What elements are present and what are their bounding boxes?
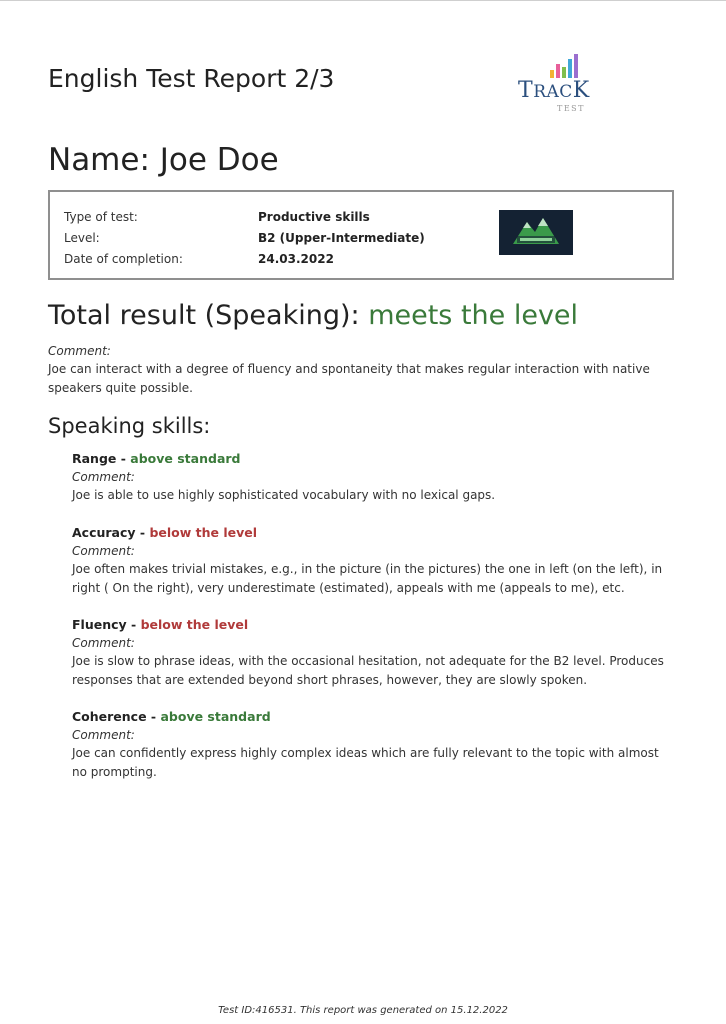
skill-rating: above standard xyxy=(130,451,241,466)
total-result xyxy=(48,300,578,331)
tracktest-logo xyxy=(510,48,606,114)
total-comment xyxy=(48,343,668,398)
comment-text: Joe is able to use highly sophisticated vocabulary with no lexical gaps. xyxy=(72,488,496,502)
report-footer: Test ID:416531. This report was generated on 15.12.2022 xyxy=(218,1005,508,1016)
total-result-level: meets the level xyxy=(368,300,579,331)
info-label: Level: xyxy=(64,231,100,245)
comment-label: Comment: xyxy=(72,544,135,558)
comment-text: Joe can interact with a degree of fluency and spontaneity that makes regular interaction with native speakers quite possible. xyxy=(48,362,650,395)
logo-bars-icon xyxy=(548,52,578,78)
report-title: English Test Report 2/3 xyxy=(48,64,335,93)
skill-accuracy xyxy=(72,524,672,598)
info-label: Type of test: xyxy=(64,210,138,224)
info-value: Productive skills xyxy=(258,210,370,224)
mountain-badge-icon xyxy=(499,210,573,255)
top-divider xyxy=(0,0,726,1)
logo-subtitle: TEST xyxy=(557,104,585,113)
skill-title: Range - above standard xyxy=(72,451,241,466)
skill-fluency xyxy=(72,616,672,690)
skill-coherence xyxy=(72,708,672,782)
comment-text: Joe can confidently express highly complex ideas which are fully relevant to the topic with almost no prompting. xyxy=(72,746,659,779)
comment-label: Comment: xyxy=(72,636,135,650)
skill-rating: below the level xyxy=(149,525,258,540)
skill-title: Coherence - above standard xyxy=(72,709,271,724)
skill-title: Fluency - below the level xyxy=(72,617,249,632)
info-value: B2 (Upper-Intermediate) xyxy=(258,231,425,245)
skill-rating: below the level xyxy=(140,617,249,632)
skill-rating: above standard xyxy=(160,709,271,724)
comment-text: Joe often makes trivial mistakes, e.g., in the picture (in the pictures) the one in left (on the left), in right ( On the right), very underestimate (estimated), appeals with me (appeals to me), etc. xyxy=(72,562,663,595)
skill-range xyxy=(72,450,672,505)
comment-label: Comment: xyxy=(48,344,111,358)
comment-label: Comment: xyxy=(72,470,135,484)
comment-label: Comment: xyxy=(72,728,135,742)
test-info-box xyxy=(48,190,674,280)
comment-text: Joe is slow to phrase ideas, with the occasional hesitation, not adequate for the B2 level. Produces responses that are extended beyond short phrases, however, they are slowly spoken. xyxy=(72,654,664,687)
logo-wordmark: TRACK xyxy=(518,78,590,103)
total-result-prefix: Total result (Speaking): xyxy=(48,300,369,331)
skills-heading: Speaking skills: xyxy=(48,414,211,438)
info-value: 24.03.2022 xyxy=(258,252,334,266)
info-label: Date of completion: xyxy=(64,252,183,266)
candidate-name: Name: Joe Doe xyxy=(48,142,279,178)
skill-title: Accuracy - below the level xyxy=(72,525,258,540)
